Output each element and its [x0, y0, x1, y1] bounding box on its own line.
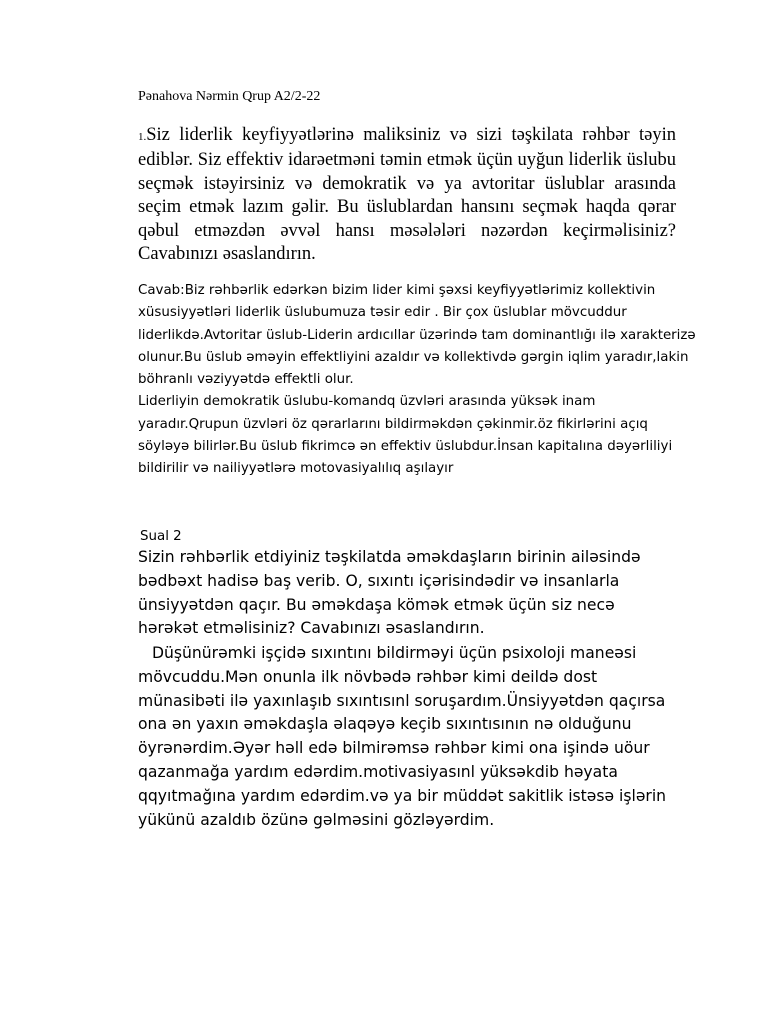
answer-1-paragraph-1: Cavab:Biz rəhbərlik edərkən bizim lider kimi şəxsi keyfiyyətlərimiz kollektivin xüsusiyyətləri liderlik üslubumuza təsir edir . Bir çox üslublar mövcuddur liderlikdə.Avtoritar üslub-Liderin ardıcıllar üzərində tam dominantlığı ilə xarakterizə olunur.Bu üslub əməyin effektliyini azaldır və kollektivdə gərgin iqlim yaradır,lakin böhranlı vəziyyətdə effektli olur.: [138, 283, 696, 388]
question-2-label: Sual 2: [140, 529, 182, 544]
question-1-text: Siz liderlik keyfiyyətlərinə maliksiniz və sizi təşkilata rəhbər təyin ediblər. Siz effektiv idarəetməni təmin etmək üçün uyğun liderlik üslubu seçmək istəyirsiniz və demokratik və ya avtoritar üslublar arasında seçim etmək lazım gəlir. Bu üslublardan hansını seçmək haqda qərar qəbul etməzdən əvvəl hansı məsələləri nəzərdən keçirməlisiniz? Cavabınızı əsaslandırın.: [138, 125, 676, 265]
answer-2: [138, 642, 678, 832]
author-header: Pənahova Nərmin Qrup A2/2-22: [138, 89, 321, 104]
answer-2-text: Düşünürəmki işçidə sıxıntını bildirməyi üçün psixoloji maneəsi mövcuddu.Mən onunla ilk növbədə rəhbər kimi deildə dost münasibəti ilə yaxınlaşıb sıxıntısınl soruşardım.Ünsiyyətdən qaçırsa ona ən yaxın əməkdaşla əlaqəyə keçib sıxıntısının nə olduğunu öyrənərdim.Əyər həll edə bilmirəmsə rəhbər kimi ona işində uöur qazanmağa yardım edərdim.motivasiyasınl yüksəkdib həyata qqyıtmağına yardım edərdim.və ya bir müddət sakitlik istəsə işlərin yükünü azaldıb özünə gəlməsini gözləyərdim.: [138, 644, 667, 829]
question-1: [138, 124, 676, 266]
answer-1-paragraph-2: Liderliyin demokratik üslubu-komandq üzvləri arasında yüksək inam yaradır.Qrupun üzvləri öz qərarlarını bildirməkdən çəkinmir.öz fikirlərini açıq söyləyə bilirlər.Bu üslub fikrimcə ən effektiv üslubdur.İnsan kapitalına dəyərliliyi bildirilir və nailiyyətlərə motovasiyalılıq aşılayır: [138, 394, 673, 477]
question-1-number: 1.: [138, 131, 147, 143]
question-2-text: Sizin rəhbərlik etdiyiniz təşkilatda əməkdaşların birinin ailəsində bədbəxt hadisə baş verib. O, sıxıntı içərisindədir və insanlarla ünsiyyətdən qaçır. Bu əməkdaşa kömək etmək üçün siz necə hərəkət etməlisiniz? Cavabınızı əsaslandırın.: [138, 548, 641, 638]
answer-1: [138, 280, 698, 481]
